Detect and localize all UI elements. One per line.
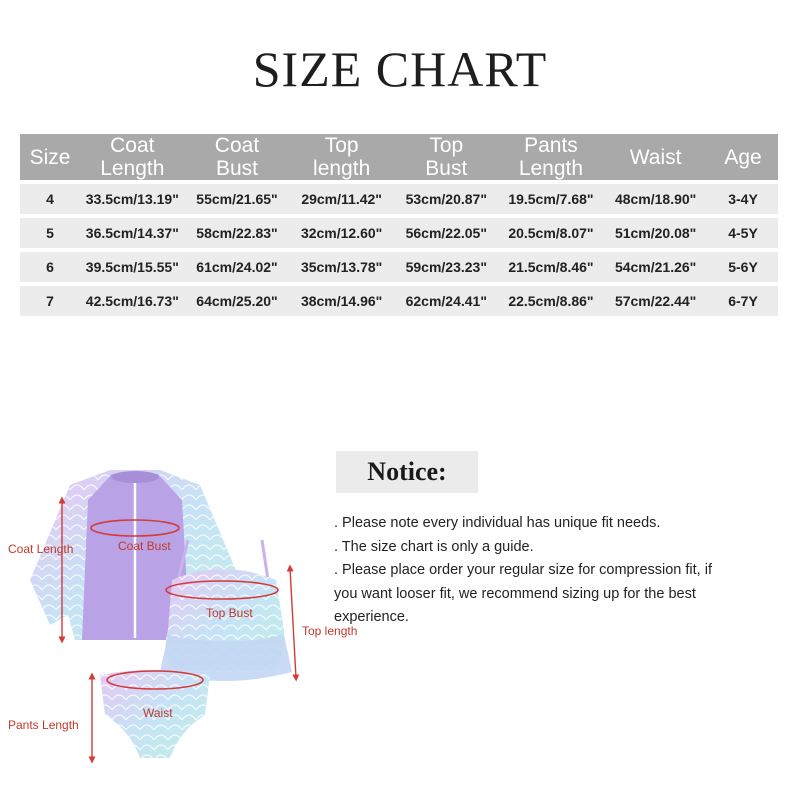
top-length-label: Top length bbox=[302, 624, 358, 638]
header-top-bust: Top Bust bbox=[394, 134, 499, 180]
cell-size: 4 bbox=[20, 184, 80, 214]
cell-waist: 57cm/22.44" bbox=[603, 286, 708, 316]
cell-coat-length: 39.5cm/15.55" bbox=[80, 252, 185, 282]
table-row bbox=[20, 252, 778, 282]
page-title: SIZE CHART bbox=[252, 41, 548, 97]
cell-coat-bust: 64cm/25.20" bbox=[185, 286, 290, 316]
cell-size: 6 bbox=[20, 252, 80, 282]
table-row bbox=[20, 286, 778, 316]
cell-coat-length: 42.5cm/16.73" bbox=[80, 286, 185, 316]
header-pants-length: Pants Length bbox=[499, 134, 604, 180]
header-size: Size bbox=[20, 134, 80, 180]
notice-line: . Please place order your regular size for compression fit, if bbox=[334, 562, 712, 578]
header-coat-bust: Coat Bust bbox=[185, 134, 290, 180]
cell-pants-length: 22.5cm/8.86" bbox=[499, 286, 604, 316]
table-row bbox=[20, 218, 778, 248]
coat-bust-label: Coat Bust bbox=[118, 539, 171, 553]
cell-age: 6-7Y bbox=[708, 286, 778, 316]
cell-waist: 54cm/21.26" bbox=[603, 252, 708, 282]
swimsuit-illustration bbox=[0, 440, 380, 800]
notice-line: . The size chart is only a guide. bbox=[334, 538, 534, 555]
notice-text bbox=[334, 512, 774, 630]
cell-size: 7 bbox=[20, 286, 80, 316]
cell-top-bust: 62cm/24.41" bbox=[394, 286, 499, 316]
cell-coat-bust: 58cm/22.83" bbox=[185, 218, 290, 248]
table-header-row bbox=[20, 134, 778, 180]
cell-top-length: 29cm/11.42" bbox=[289, 184, 394, 214]
table-row bbox=[20, 184, 778, 214]
cell-top-bust: 56cm/22.05" bbox=[394, 218, 499, 248]
notice-line: you want looser fit, we recommend sizing up for the best bbox=[334, 585, 696, 602]
cell-waist: 48cm/18.90" bbox=[603, 184, 708, 214]
cell-waist: 51cm/20.08" bbox=[603, 218, 708, 248]
size-chart-table bbox=[20, 130, 778, 320]
garments-svg bbox=[0, 440, 380, 800]
header-waist: Waist bbox=[603, 134, 708, 180]
cell-size: 5 bbox=[20, 218, 80, 248]
notice-heading: Notice: bbox=[336, 451, 478, 493]
cell-pants-length: 21.5cm/8.46" bbox=[499, 252, 604, 282]
cell-coat-bust: 61cm/24.02" bbox=[185, 252, 290, 282]
cell-top-length: 32cm/12.60" bbox=[289, 218, 394, 248]
cell-coat-bust: 55cm/21.65" bbox=[185, 184, 290, 214]
cell-age: 5-6Y bbox=[708, 252, 778, 282]
header-top-length: Top length bbox=[289, 134, 394, 180]
cell-top-length: 35cm/13.78" bbox=[289, 252, 394, 282]
header-age: Age bbox=[708, 134, 778, 180]
top-length-arrow bbox=[290, 568, 296, 678]
notice-line: . Please note every individual has unique fit needs. bbox=[334, 515, 661, 531]
top-bust-label: Top Bust bbox=[206, 606, 253, 620]
cell-pants-length: 19.5cm/7.68" bbox=[499, 184, 604, 214]
cell-top-length: 38cm/14.96" bbox=[289, 286, 394, 316]
cell-coat-length: 36.5cm/14.37" bbox=[80, 218, 185, 248]
header-coat-length: Coat Length bbox=[80, 134, 185, 180]
cell-top-bust: 59cm/23.23" bbox=[394, 252, 499, 282]
cell-age: 3-4Y bbox=[708, 184, 778, 214]
cell-pants-length: 20.5cm/8.07" bbox=[499, 218, 604, 248]
notice-line: experience. bbox=[334, 609, 409, 625]
waist-label: Waist bbox=[143, 706, 173, 720]
coat-length-label: Coat Length bbox=[8, 542, 74, 556]
cell-coat-length: 33.5cm/13.19" bbox=[80, 184, 185, 214]
cell-top-bust: 53cm/20.87" bbox=[394, 184, 499, 214]
cell-age: 4-5Y bbox=[708, 218, 778, 248]
pants-length-label: Pants Length bbox=[8, 718, 79, 732]
